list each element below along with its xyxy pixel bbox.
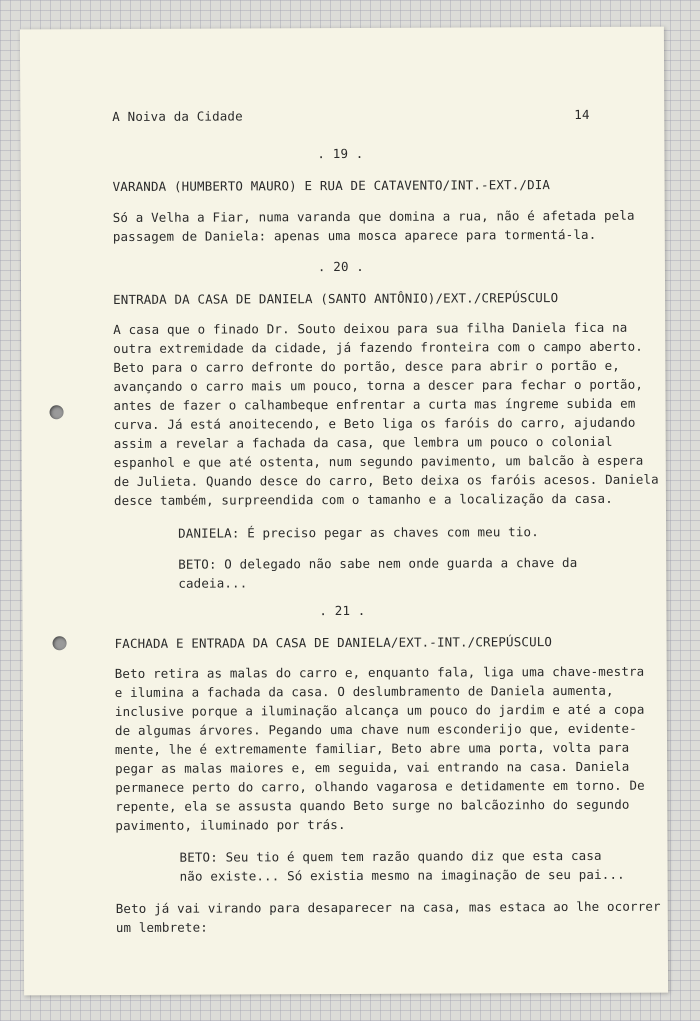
scene-heading: VARANDA (HUMBERTO MAURO) E RUA DE CATAVENTO/INT.-EXT./DIA <box>112 177 551 195</box>
script-page <box>20 27 668 996</box>
dialogue-line: BETO: O delegado não sabe nem onde guarda a chave da <box>178 554 578 572</box>
action-line: mente, lhe é extremamente familiar, Beto abre uma porta, volta para <box>115 739 630 758</box>
document-title: A Noiva da Cidade <box>112 108 243 125</box>
action-line: e ilumina a fachada da casa. O deslumbramento de Daniela aumenta, <box>114 682 614 701</box>
action-line: repente, ela se assusta quando Beto surge no balcãozinho do segundo <box>115 796 630 815</box>
action-line: avançando o carro mais um pouco, torna a descer para fechar o portão, <box>113 376 644 395</box>
dialogue-line: não existe... Só existia mesmo na imaginação de seu pai... <box>179 866 625 884</box>
action-line: curva. Já está anoitecendo, e Beto liga os faróis do carro, ajudando <box>113 414 636 433</box>
scene-number: . 19 . <box>317 145 364 162</box>
action-line: desce também, surpreendida com o tamanho e a localização da casa. <box>113 490 613 509</box>
action-line: passagem de Daniela: apenas uma mosca aparece para tormentá-la. <box>112 226 597 245</box>
page-number: 14 <box>574 106 590 122</box>
dialogue-line: cadeia... <box>178 575 248 591</box>
punch-hole-top <box>50 405 64 419</box>
action-line: espanhol e que até ostenta, num segundo pavimento, um balcão à espera <box>113 452 644 471</box>
action-line: Beto para o carro defronte do portão, desce para abrir o portão e, <box>113 357 620 376</box>
dialogue-line: BETO: Seu tio é quem tem razão quando diz que esta casa <box>179 847 602 865</box>
action-line: assim a revelar a fachada da casa, que lembra um pouco o colonial <box>113 433 613 452</box>
action-line: A casa que o finado Dr. Souto deixou para sua filha Daniela fica na <box>113 319 628 338</box>
action-line: antes de fazer o calhambeque enfrentar a curta mas íngreme subida em <box>113 395 636 414</box>
scene-heading: ENTRADA DA CASA DE DANIELA (SANTO ANTÔNIO)/EXT./CREPÚSCULO <box>113 290 559 308</box>
action-line: Beto já vai virando para desaparecer na casa, mas estaca ao lhe ocorrer <box>115 898 661 916</box>
punch-hole-bottom <box>53 636 67 650</box>
action-line: Beto retira as malas do carro e, enquanto fala, liga uma chave-mestra <box>114 663 645 682</box>
action-line: de Julieta. Quando desce do carro, Beto deixa os faróis acesos. Daniela <box>113 471 659 490</box>
action-line: um lembrete: <box>115 919 208 935</box>
scene-number: . 21 . <box>319 602 366 619</box>
action-line: inclusive porque a iluminação alcança um pouco do jardim e até a copa <box>114 701 645 720</box>
scene-heading: FACHADA E ENTRADA DA CASA DE DANIELA/EXT.-INT./CREPÚSCULO <box>114 634 553 652</box>
dialogue-line: DANIELA: É preciso pegar as chaves com meu tio. <box>178 524 539 541</box>
action-line: Só a Velha a Fiar, numa varanda que domina a rua, não é afetada pela <box>112 207 635 226</box>
action-line: de algumas árvores. Pegando uma chave num esconderijo que, evidente- <box>114 720 637 739</box>
action-line: pegar as malas maiores e, em seguida, vai entrando na casa. Daniela <box>115 758 630 777</box>
action-line: pavimento, iluminado por trás. <box>115 816 346 834</box>
action-line: outra extremidade da cidade, já fazendo fronteira com o campo aberto. <box>113 338 643 357</box>
scene-number: . 20 . <box>317 258 364 275</box>
action-line: permanece perto do carro, olhando vagarosa e detidamente em torno. De <box>115 777 645 796</box>
